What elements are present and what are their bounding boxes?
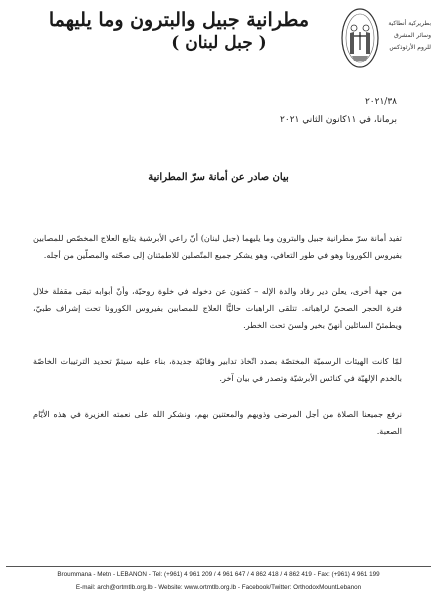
- letterhead-title: [48, 8, 309, 54]
- patriarchate-lines: [381, 18, 431, 54]
- letter-date: برمانا، في ١١كانون الثاني ٢٠٢١: [280, 115, 397, 125]
- paragraph-2: من جهة أخرى، يعلن دير رقاد والدة الإله – كفتون عن دخوله في خلوة روحيّة، وأنّ أبوابه تبقى مقفلة خلال فترة الحجر الصحيّ لراهباته. تتلقى الراهبات حاليًّا العلاج للمصابين بفيروس الكورونا تحت إشراف طبيّ، ويطمئنّ السائلين أنهنّ بخير ولسنَ تحت الخطر.: [33, 286, 402, 330]
- archdiocese-seal-icon: [340, 6, 380, 70]
- patriarchate-line-1: بطريركية أنطاكية: [388, 20, 431, 27]
- letter-body: [33, 230, 402, 459]
- paragraph-1: تفيد أمانة سرّ مطرانية جبيل والبترون وما يليهما (جبل لبنان) أنّ راعي الأبرشية يتابع العلاج المخصّص للمصابين بفيروس الكورونا وهو في طور التعافي، وهو يشكر جميع المتّصلين للاطمئنان إلى صحّته والمصلّين من أجله.: [33, 233, 402, 260]
- paragraph-3: لمّا كانت الهيئات الرسميّة المختصّة بصدد اتّخاذ تدابير وقائيّة جديدة، بناء عليه سيتمّ تحديد الترتيبات الخاصّة بالخدم الإلهيّة في كنائس الأبرشيّة وتصدر في بيان آخر.: [33, 356, 402, 383]
- patriarchate-line-3: للروم الأرثوذكس: [389, 44, 431, 51]
- letterhead-title-line1: مطرانية جبيل والبترون وما يليهما: [48, 9, 309, 31]
- footer-web-line: E-mail: arch@ortmtlb.org.lb - Website: www.ortmtlb.org.lb - Facebook/Twitter: OrthodoxMountLebanon: [75, 584, 362, 591]
- patriarchate-line-2: وسائر المشرق: [394, 32, 431, 39]
- footer-contact-line: Broummana - Metn - LEBANON - Tel: (+961) 4 961 209 / 4 961 647 / 4 862 418 / 4 862 419 - Fax: (+961) 4 961 199: [57, 571, 380, 578]
- letterhead-title-line2: ( جبل لبنان ): [171, 33, 267, 53]
- footer-divider: [6, 566, 431, 567]
- reference-number: ٢٠٢١/٣٨: [364, 97, 397, 107]
- letter-subject: بيان صادر عن أمانة سرّ المطرانية: [148, 172, 289, 183]
- paragraph-4: نرفع جميعنا الصلاة من أجل المرضى وذويهم والمعتنين بهم، ونشكر الله على نعمته الغزيرة في هذه الأيّام الصعبة.: [33, 409, 402, 436]
